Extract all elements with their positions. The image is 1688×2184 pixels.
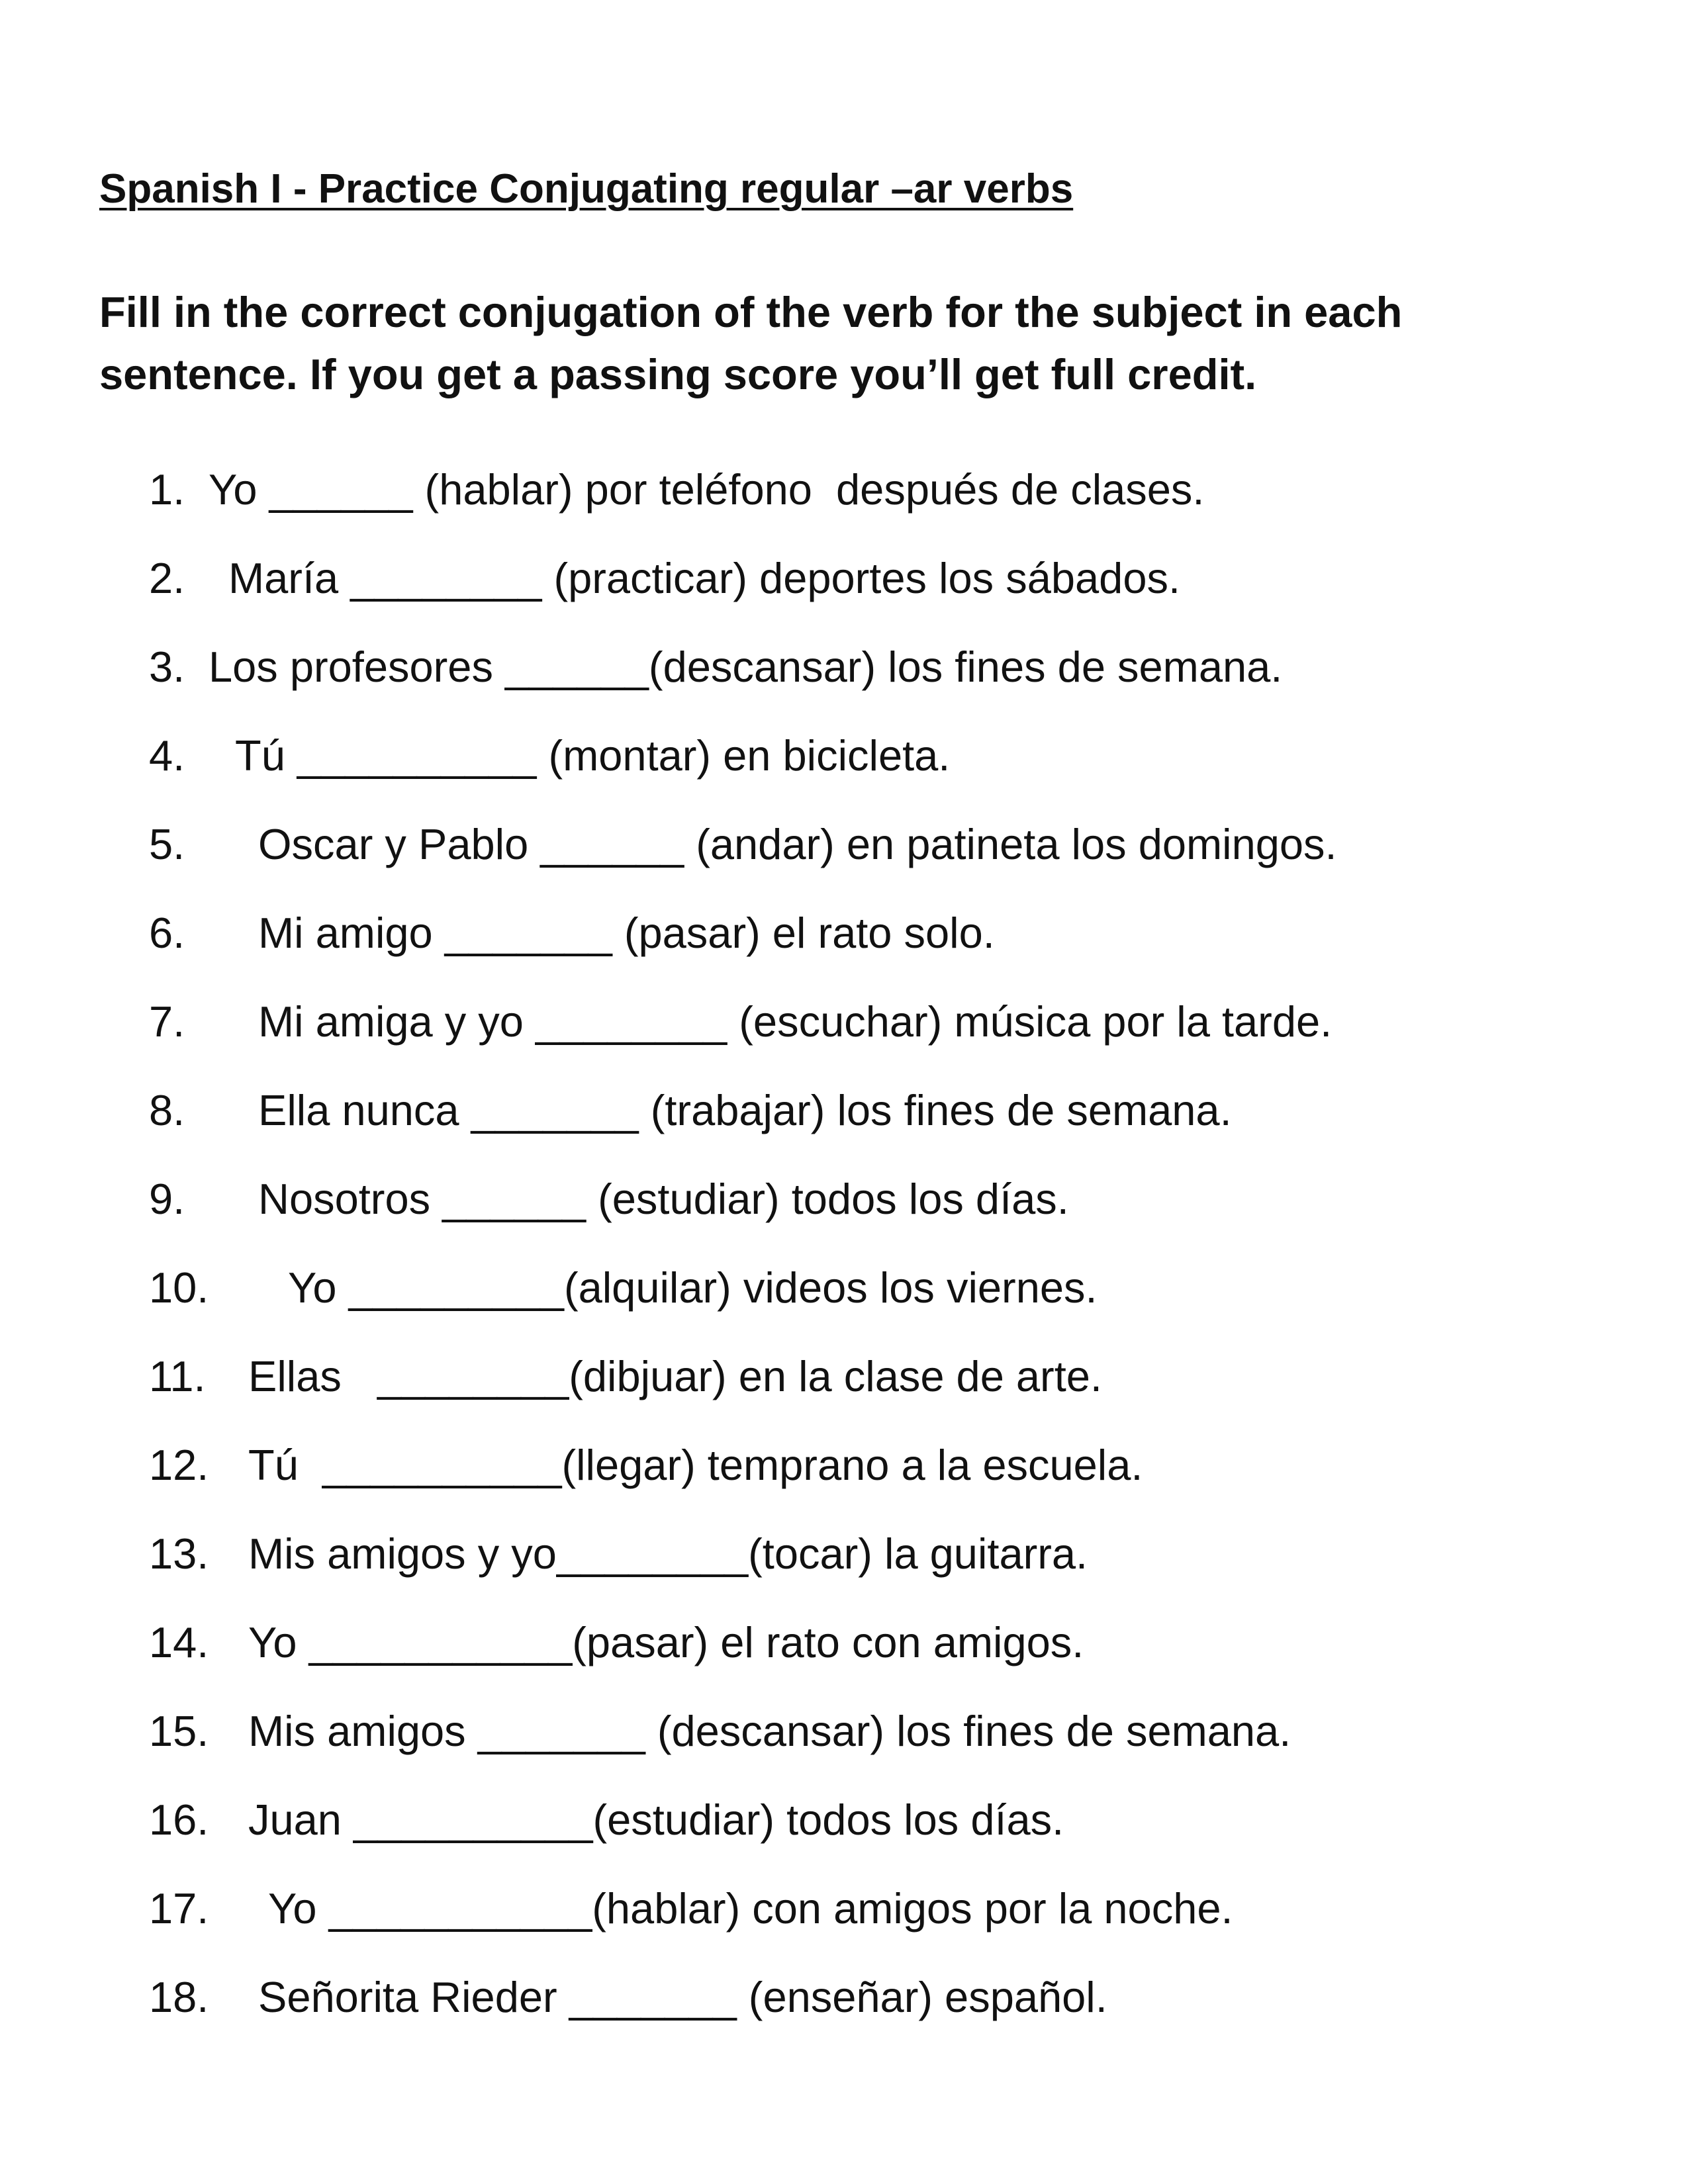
exercise-item: [149, 818, 1337, 907]
item-sentence: Yo ______ (hablar) por teléfono después de clases.: [209, 465, 1205, 514]
item-number: 7.: [149, 997, 185, 1046]
exercise-item: [149, 1084, 1337, 1173]
item-sentence: Mi amigo _______ (pasar) el rato solo.: [258, 909, 995, 957]
item-sentence: Los profesores ______(descansar) los fines de semana.: [209, 643, 1283, 691]
item-number: 14.: [149, 1618, 209, 1666]
item-number: 17.: [149, 1884, 209, 1933]
item-number: 12.: [149, 1441, 209, 1489]
item-sentence: Tú __________ (montar) en bicicleta.: [235, 731, 951, 780]
item-sentence: Juan __________(estudiar) todos los días.: [248, 1796, 1064, 1844]
exercise-item: [149, 1882, 1337, 1971]
exercise-item: [149, 1439, 1337, 1527]
item-number: 8.: [149, 1086, 185, 1134]
item-number: 16.: [149, 1796, 209, 1844]
item-sentence: Mi amiga y yo ________ (escuchar) música por la tarde.: [258, 997, 1333, 1046]
item-sentence: Yo ___________(hablar) con amigos por la noche.: [268, 1884, 1233, 1933]
exercise-item: [149, 1261, 1337, 1350]
exercise-item: [149, 995, 1337, 1084]
item-number: 6.: [149, 909, 185, 957]
item-number: 10.: [149, 1263, 209, 1312]
worksheet-instructions: Fill in the correct conjugation of the verb for the subject in each sentence. If you get a passing score you’ll get full credit.: [99, 288, 1403, 398]
item-sentence: Señorita Rieder _______ (enseñar) español.: [258, 1973, 1107, 2021]
exercise-item: [149, 1350, 1337, 1439]
worksheet-title: Spanish I - Practice Conjugating regular –ar verbs: [99, 166, 1074, 212]
item-number: 2.: [149, 554, 185, 602]
item-sentence: Ellas ________(dibjuar) en la clase de arte.: [248, 1352, 1102, 1400]
item-sentence: Tú __________(llegar) temprano a la escuela.: [248, 1441, 1143, 1489]
item-sentence: Oscar y Pablo ______ (andar) en patineta los domingos.: [258, 820, 1337, 868]
item-sentence: Yo ___________(pasar) el rato con amigos.: [248, 1618, 1084, 1666]
item-number: 4.: [149, 731, 185, 780]
item-sentence: María ________ (practicar) deportes los sábados.: [228, 554, 1181, 602]
item-number: 11.: [149, 1352, 206, 1400]
exercise-list: [149, 463, 1337, 2060]
item-number: 13.: [149, 1529, 209, 1578]
item-sentence: Yo _________(alquilar) videos los viernes.: [288, 1263, 1098, 1312]
exercise-item: [149, 729, 1337, 818]
item-sentence: Nosotros ______ (estudiar) todos los días.: [258, 1175, 1069, 1223]
item-number: 5.: [149, 820, 185, 868]
exercise-item: [149, 552, 1337, 641]
item-sentence: Ella nunca _______ (trabajar) los fines de semana.: [258, 1086, 1232, 1134]
item-sentence: Mis amigos _______ (descansar) los fines de semana.: [248, 1707, 1291, 1755]
item-number: 3.: [149, 643, 185, 691]
exercise-item: [149, 1616, 1337, 1705]
exercise-item: [149, 641, 1337, 729]
exercise-item: [149, 1794, 1337, 1882]
exercise-item: [149, 463, 1337, 552]
item-number: 18.: [149, 1973, 209, 2021]
exercise-item: [149, 907, 1337, 995]
exercise-item: [149, 1971, 1337, 2060]
item-sentence: Mis amigos y yo________(tocar) la guitarra.: [248, 1529, 1088, 1578]
item-number: 15.: [149, 1707, 209, 1755]
item-number: 9.: [149, 1175, 185, 1223]
item-number: 1.: [149, 465, 185, 514]
exercise-item: [149, 1527, 1337, 1616]
exercise-item: [149, 1705, 1337, 1794]
exercise-item: [149, 1173, 1337, 1261]
